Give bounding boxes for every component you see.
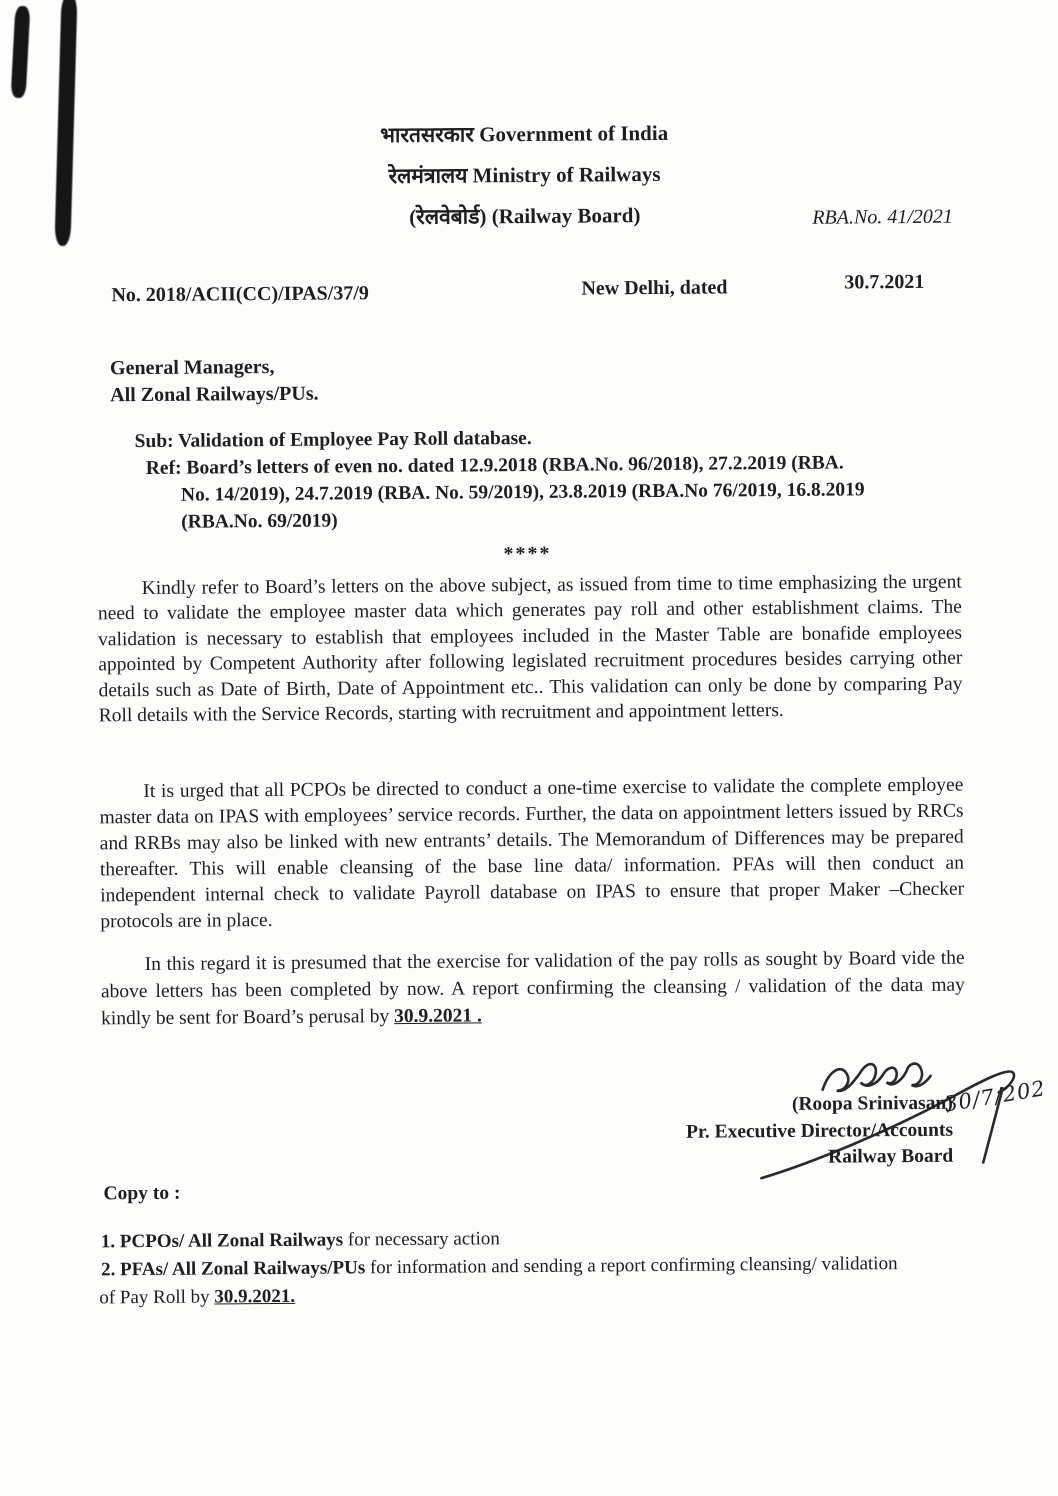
copy-to-item-1 bbox=[101, 1228, 500, 1253]
addressee-line: General Managers, bbox=[109, 355, 275, 380]
handwritten-date: 30/7/202 bbox=[942, 1076, 1048, 1117]
letter-date: 30.7.2021 bbox=[844, 270, 925, 294]
copy1-purpose: for necessary action bbox=[343, 1228, 500, 1251]
body-paragraph-3 bbox=[101, 945, 966, 1033]
copy-to-item-2-line-2 bbox=[99, 1286, 295, 1310]
ministry-hindi: रेलमंत्रालय bbox=[388, 163, 468, 189]
govt-of-india-english: Government of India bbox=[479, 120, 669, 147]
subject-line: Sub: Validation of Employee Pay Roll database. bbox=[134, 427, 532, 453]
copy2-deadline-prefix: of Pay Roll by bbox=[99, 1286, 215, 1309]
rba-number: RBA.No. 41/2021 bbox=[812, 205, 953, 229]
ministry-english: Ministry of Railways bbox=[472, 161, 661, 188]
railway-board-hindi: (रेलवेबोर्ड) bbox=[409, 204, 487, 229]
govt-of-india-hindi: भारतसरकार bbox=[380, 122, 474, 148]
copy-to-item-2-line-1 bbox=[101, 1253, 898, 1281]
section-separator: **** bbox=[503, 542, 552, 566]
copy2-purpose: for information and sending a report confirming cleansing/ validation bbox=[365, 1253, 898, 1279]
copy1-addressee: 1. PCPOs/ All Zonal Railways bbox=[100, 1229, 344, 1253]
signatory-name: (Roopa Srinivasan) bbox=[791, 1092, 953, 1115]
railway-board-english: (Railway Board) bbox=[491, 203, 641, 229]
signature-block bbox=[686, 1091, 954, 1173]
reference-line-1: Ref: Board’s letters of even no. dated 12.9.2018 (RBA.No. 96/2018), 27.2.2019 (RBA. bbox=[145, 452, 844, 480]
paragraph-3-text: In this regard it is presumed that the exercise for validation of the pay rolls as sought by Board vide the above letters has been completed by now. A report confirming the cleansing / validation of the data may kindly be sent for Board’s perusal by bbox=[100, 947, 965, 1030]
signatory-organisation: Railway Board bbox=[827, 1145, 954, 1168]
signatory-designation: Pr. Executive Director/Accounts bbox=[685, 1119, 954, 1143]
reference-line-2: No. 14/2019), 24.7.2019 (RBA. No. 59/2019), 23.8.2019 (RBA.No 76/2019, 16.8.2019 bbox=[180, 479, 865, 506]
addressee-block bbox=[110, 354, 319, 410]
copy2-addressee: 2. PFAs/ All Zonal Railways/PUs bbox=[101, 1257, 366, 1281]
place-dated-label: New Delhi, dated bbox=[581, 276, 728, 300]
report-deadline: 30.9.2021 . bbox=[394, 1005, 482, 1028]
letter-number: No. 2018/ACII(CC)/IPAS/37/9 bbox=[111, 282, 369, 307]
body-paragraph-2: It is urged that all PCPOs be directed to conduct a one-time exercise to validate the complete employee master data on IPAS with employees’ service records. Further, the data on appointment letters issued by RRCs and RRBs may also be linked with new entrants’ details. The Memorandum of Differences may be prepared thereafter. This will enable cleansing of the base line data/ information. PFAs will then conduct an independent internal check to validate Payroll database on IPAS to ensure that proper Maker –Checker protocols are in place. bbox=[99, 774, 965, 933]
addressee-line: All Zonal Railways/PUs. bbox=[110, 382, 319, 407]
payroll-deadline: 30.9.2021. bbox=[214, 1285, 296, 1308]
body-paragraph-1: Kindly refer to Board’s letters on the above subject, as issued from time to time emphasizing the urgent need to validate the employee master data which generates pay roll and other establishment claims. The validation is necessary to establish that employees included in the Master Table are bonafide employees appointed by Competent Authority after following legislated recruitment procedures besides carrying other details such as Date of Birth, Date of Appointment etc.. This validation can only be done by comparing Pay Roll details with the Service Records, starting with recruitment and appointment letters. bbox=[97, 571, 963, 727]
copy-to-label: Copy to : bbox=[103, 1182, 181, 1205]
reference-line-3: (RBA.No. 69/2019) bbox=[181, 510, 338, 533]
